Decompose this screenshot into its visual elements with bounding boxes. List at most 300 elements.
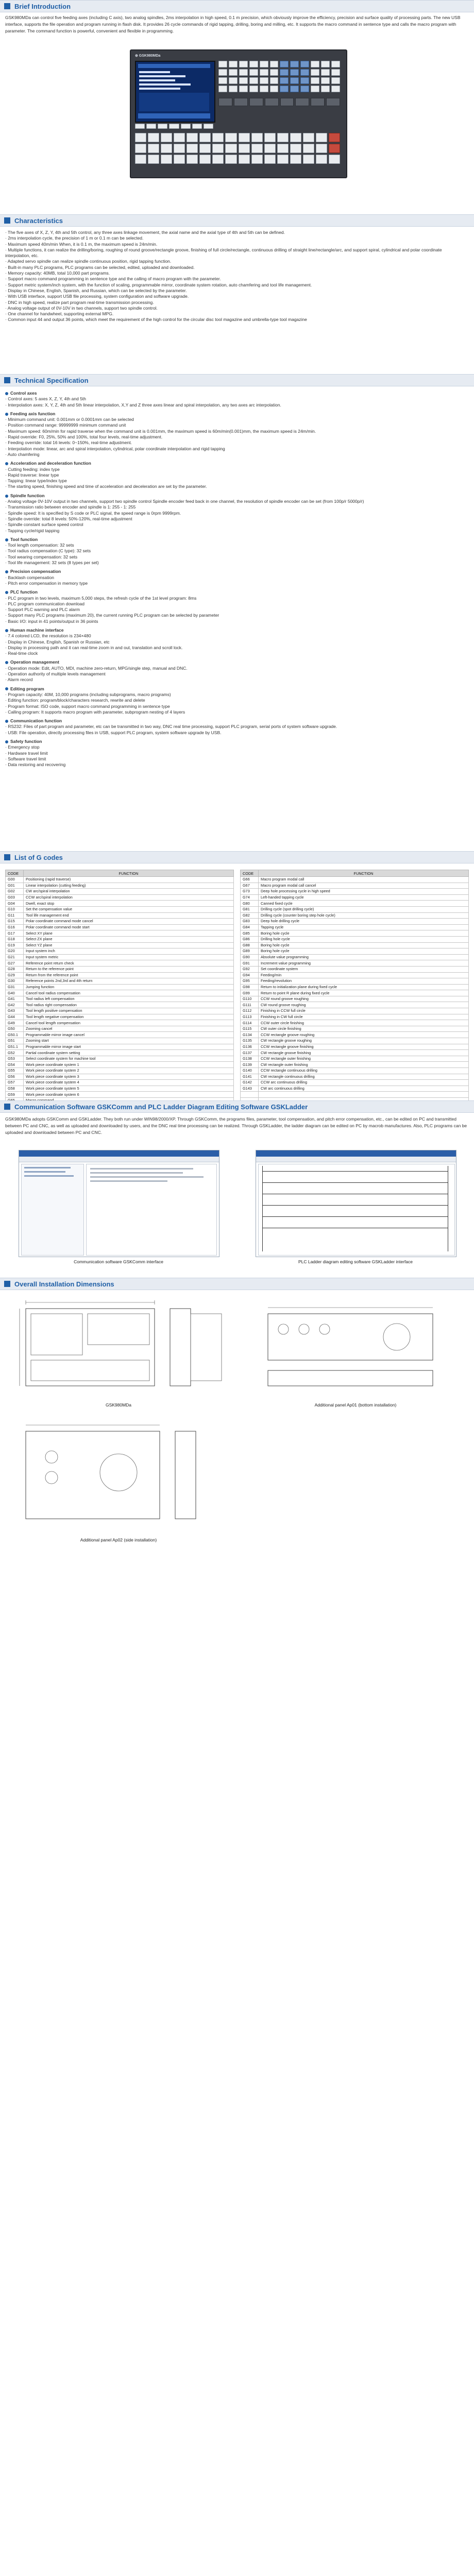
- gcode-code: G81: [241, 906, 259, 912]
- list-item: · Display in Chinese, English, Spanish or Russian, etc: [5, 639, 110, 645]
- gcode-row: [241, 1074, 469, 1080]
- gcode-code: G15: [6, 919, 24, 925]
- list-item: · Support PLC warning and PLC alarm: [5, 607, 80, 613]
- gcode-row: [241, 883, 469, 889]
- gcode-row: [6, 942, 234, 948]
- gcode-row: [241, 1092, 469, 1098]
- section-title: Characteristics: [14, 216, 63, 225]
- spec-group-title: Precision compensation: [5, 569, 468, 574]
- spec-group-title: Tool function: [5, 537, 468, 543]
- spec-group-title: Control axes: [5, 391, 468, 396]
- gcode-code: G50.1: [6, 1032, 24, 1038]
- softkey-row: [135, 124, 213, 129]
- gcode-code: G73: [241, 889, 259, 895]
- list-item: · Tool wearing compensation: 32 sets: [5, 554, 78, 560]
- bullet-icon: [5, 392, 8, 395]
- section-title: Overall Installation Dimensions: [14, 1280, 114, 1288]
- section-comm: [0, 1100, 474, 1113]
- gcode-row: [241, 1044, 469, 1050]
- gcode-function: Finishing in CCW full circle: [259, 1008, 469, 1014]
- bullet-icon: [5, 570, 8, 573]
- gcode-row: [6, 1086, 234, 1092]
- gcode-row: [241, 966, 469, 972]
- gcode-function: CW arc continuous drilling: [259, 1086, 469, 1092]
- gcode-function: Return to the reference point: [24, 966, 234, 972]
- gcode-code: G28: [6, 966, 24, 972]
- gcode-row: [241, 912, 469, 919]
- gcode-row: [6, 877, 234, 883]
- gcode-row: [6, 924, 234, 930]
- ap02-caption: Additional panel Ap02 (side installation): [80, 1537, 157, 1543]
- controller-logo: ⊕ GSK980MDa: [135, 54, 161, 58]
- gcode-row: [6, 984, 234, 990]
- gcode-row: [241, 996, 469, 1002]
- gcode-function: CW round groove roughing: [259, 1002, 469, 1008]
- gcode-function: Work piece coordinate system 4: [24, 1080, 234, 1086]
- gcode-row: [241, 1014, 469, 1020]
- gcode-row: [241, 1062, 469, 1068]
- gcode-code: G59: [6, 1092, 24, 1098]
- list-item: · Tool life management: 32 sets (8 types per set): [5, 560, 99, 566]
- list-item: · Basic I/O: input in 41 points/output in 36 points: [5, 618, 98, 624]
- gcode-function: Return to initialization plane during fixed cycle: [259, 984, 469, 990]
- gcode-function: Jumping function: [24, 984, 234, 990]
- section-title: Brief Introduction: [14, 2, 71, 10]
- gcode-code: G16: [6, 924, 24, 930]
- list-item: · One channel for handwheel, supporting external MPG.: [5, 311, 114, 317]
- gcode-function: Deep hole drilling cycle: [259, 919, 469, 925]
- function-header: FUNCTION: [24, 870, 234, 877]
- list-item: · Built-in many PLC programs, PLC programs can be selected, edited, uploaded and downloaded.: [5, 264, 195, 270]
- list-item: · Transmission ratio between encoder and spindle is 1: 255 - 1: 255: [5, 504, 136, 510]
- gcode-code: G88: [241, 942, 259, 948]
- gcode-function: Drilling cycle (spot drilling cycle): [259, 906, 469, 912]
- gcode-row: [241, 906, 469, 912]
- gcode-row: [6, 930, 234, 937]
- gcode-code: G53: [6, 1056, 24, 1062]
- spec-group-title: Human machine interface: [5, 628, 468, 633]
- gcode-row: [241, 1050, 469, 1056]
- code-header: CODE: [241, 870, 259, 877]
- bullet-icon: [5, 740, 8, 743]
- list-item: · Operation mode: Edit, AUTO, MDI, machine zero-return, MPG/single step, manual and DNC.: [5, 665, 188, 671]
- section-square-icon: [4, 1281, 10, 1287]
- gcode-code: G51.1: [6, 1044, 24, 1050]
- gcode-row: [6, 1026, 234, 1032]
- gcode-row: [6, 919, 234, 925]
- bullet-icon: [5, 687, 8, 690]
- gcode-row: [6, 1050, 234, 1056]
- gcode-code: G52: [6, 1050, 24, 1056]
- list-item: · Emergency stop: [5, 744, 40, 750]
- gcode-function: Boring hole cycle: [259, 948, 469, 955]
- gcode-function: Left-handed tapping cycle: [259, 894, 469, 901]
- gcode-code: G83: [241, 919, 259, 925]
- gcode-row: [6, 954, 234, 960]
- gcode-function: Increment value programming: [259, 960, 469, 967]
- list-item: · Analog voltage 0V-10V output in two channels, support two spindle control Spindle encoder feed back in one channel, the resolution of spindle encoder can be set (from 100p/r 5000p/r): [5, 499, 364, 504]
- gcode-row: [241, 894, 469, 901]
- gcode-row: [6, 1080, 234, 1086]
- gcode-code: G43: [6, 1008, 24, 1014]
- section-brief: [0, 0, 474, 12]
- gcode-row: [6, 966, 234, 972]
- list-item: · 7.4 colored LCD, the resolution is 234×480: [5, 633, 91, 639]
- gcode-function: CCW round groove roughing: [259, 996, 469, 1002]
- gcode-code: G92: [241, 966, 259, 972]
- list-item: · Tool radius compensation (C type): 32 sets: [5, 548, 91, 554]
- gcode-code: G44: [6, 1014, 24, 1020]
- list-item: · Editing function: program/block/characters research, rewrite and delete: [5, 698, 145, 703]
- list-item: · Hardware travel limit: [5, 750, 48, 756]
- gcode-function: CW arc/spiral interpolation: [24, 889, 234, 895]
- gcode-function: Tool length negative compensation: [24, 1014, 234, 1020]
- gcode-code: G114: [241, 1020, 259, 1026]
- list-item: · Rapid traverse: linear type: [5, 472, 59, 478]
- gskcomm-caption: Communication software GSKComm interface: [74, 1259, 163, 1264]
- gcode-row: [241, 948, 469, 955]
- gcode-code: G42: [6, 1002, 24, 1008]
- list-item: · Interpolation mode: linear, arc and spiral interpolation, cylindrical, polar coordinate interpolation and rigid tapping: [5, 446, 225, 451]
- gcode-function: Tool life management end: [24, 912, 234, 919]
- gcode-function: Drilling hole cycle: [259, 936, 469, 942]
- gcode-function: Zooming cancel: [24, 1026, 234, 1032]
- list-item: · Display in Chinese, English, Spanish, and Russian, which can be selected by the parameter.: [5, 287, 187, 293]
- gcode-row: [241, 919, 469, 925]
- list-item: · PLC program communication download: [5, 601, 85, 606]
- gcode-row: [241, 954, 469, 960]
- gskcomm-screenshot: [19, 1150, 219, 1257]
- gcode-row: [241, 1086, 469, 1092]
- gcode-row: [6, 978, 234, 985]
- gcode-code: G20: [6, 948, 24, 955]
- list-item: · Operation authority of multiple levels management: [5, 671, 106, 677]
- gcode-row: [241, 972, 469, 978]
- gcode-row: [6, 996, 234, 1002]
- gcode-row: [241, 978, 469, 985]
- list-item: · Tapping cycle/rigid tapping: [5, 528, 60, 533]
- gcode-code: G19: [6, 942, 24, 948]
- list-item: · 2ms interpolation cycle, the precision of 1 m or 0.1 m can be selected.: [5, 235, 144, 241]
- gcode-function: Set coordinate system: [259, 966, 469, 972]
- list-item: · Data restoring and recovering: [5, 762, 66, 768]
- gcode-function: Work piece coordinate system 2: [24, 1068, 234, 1074]
- gcode-code: G82: [241, 912, 259, 919]
- gcode-function: Input system metric: [24, 954, 234, 960]
- gcode-row: [6, 1014, 234, 1020]
- gcode-function: Deep hole processing cycle in high speed: [259, 889, 469, 895]
- spec-group-title: Safety function: [5, 739, 468, 744]
- function-header: FUNCTION: [259, 870, 469, 877]
- gcode-function: CCW outer circle finishing: [259, 1020, 469, 1026]
- gcode-function: Tool radius right compensation: [24, 1002, 234, 1008]
- gcode-function: Tool length positive compensation: [24, 1008, 234, 1014]
- gcode-code: G112: [241, 1008, 259, 1014]
- gcode-function: Work piece coordinate system 3: [24, 1074, 234, 1080]
- gcode-code: G58: [6, 1086, 24, 1092]
- gcode-code: G137: [241, 1050, 259, 1056]
- gcode-code: G17: [6, 930, 24, 937]
- gcode-function: CW rectangle outer finishing: [259, 1062, 469, 1068]
- gcode-row: [241, 984, 469, 990]
- list-item: · Backlash compensation: [5, 574, 54, 580]
- gcode-row: [6, 883, 234, 889]
- gcode-code: G143: [241, 1086, 259, 1092]
- list-item: · Support metric system/inch system, with the function of scaling, programmable mirror, coordinate system rotation, auto chamfering and tool life management.: [5, 282, 312, 287]
- gcode-code: G00: [6, 877, 24, 883]
- gcode-code: G99: [241, 990, 259, 996]
- gsk980mda-caption: GSK980MDa: [105, 1402, 132, 1408]
- gcode-row: [6, 1002, 234, 1008]
- spec-group-title: Operation management: [5, 659, 468, 665]
- operator-panel: [135, 133, 340, 164]
- bullet-icon: [5, 413, 8, 416]
- list-item: · Support macro command programming in sentence type and the calling of macro program with the parameter.: [5, 276, 221, 282]
- section-square-icon: [4, 377, 10, 383]
- gcode-code: G111: [241, 1002, 259, 1008]
- gcode-row: [6, 1092, 234, 1098]
- gcode-function: Cancel tool radius compensation: [24, 990, 234, 996]
- gcode-function: CW outer circle finishing: [259, 1026, 469, 1032]
- section-square-icon: [4, 217, 10, 224]
- gcode-function: Polar coordinate command mode cancel: [24, 919, 234, 925]
- gcode-code: G136: [241, 1044, 259, 1050]
- list-item: · Tapping: linear type/index type: [5, 478, 67, 484]
- tech-spec-list: [5, 387, 468, 768]
- comm-text: GSK980MDa adopts GSKComm and GSKLadder. They both run under WIN98/2000/XP. Through GSKComm, the programs files, parameter, tool compensation, and pitch error compensation, etc., can be edited on PC and transmitted between PC and CNC, as well as uploaded and downloaded by users, and the DNC real time processing can be realized. Through GSKLadder, the ladder diagram can be edited on PC by macrob manufactures. Also, PLC programs can be uploaded and downloaded between PC and CNC.: [5, 1116, 467, 1135]
- gcode-row: [241, 936, 469, 942]
- gcode-function: CCW arc continuous drilling: [259, 1080, 469, 1086]
- gcode-row: [6, 912, 234, 919]
- spec-group-title: Acceleration and deceleration function: [5, 461, 468, 466]
- gcode-code: G30: [6, 978, 24, 985]
- list-item: · With USB interface, support USB file processing, system configuration and software upgrade.: [5, 294, 189, 299]
- address-keypad: [218, 61, 340, 92]
- list-item: · Pitch error compensation in memory type: [5, 580, 88, 586]
- gcode-code: G80: [241, 901, 259, 907]
- gcode-code: G11: [6, 912, 24, 919]
- gcode-function: Partial coordinate system setting: [24, 1050, 234, 1056]
- gcode-function: Reference point return check: [24, 960, 234, 967]
- gcode-function: Return from the reference point: [24, 972, 234, 978]
- list-item: · Tool length compensation: 32 sets: [5, 543, 74, 548]
- gcode-code: G115: [241, 1026, 259, 1032]
- gcode-row: [6, 906, 234, 912]
- gcode-row: [241, 1002, 469, 1008]
- gcode-function: CCW rectangle outer finishing: [259, 1056, 469, 1062]
- gcode-code: G142: [241, 1080, 259, 1086]
- code-header: CODE: [6, 870, 24, 877]
- gcode-table-right: [240, 870, 469, 1104]
- gcode-code: G135: [241, 1038, 259, 1044]
- gcode-function: Drilling cycle (counter boring step hole cycle): [259, 912, 469, 919]
- gcode-function: CCW rectangle groove finishing: [259, 1044, 469, 1050]
- gcode-row: [241, 1038, 469, 1044]
- gcode-row: [241, 1020, 469, 1026]
- list-item: · The starting speed, finishing speed and time of acceleration and deceleration are set by the parameter.: [5, 484, 207, 489]
- gcode-function: Work piece coordinate system 5: [24, 1086, 234, 1092]
- section-install: [0, 1278, 474, 1290]
- gcode-row: [6, 990, 234, 996]
- gcode-function: Positioning (rapid traverse): [24, 877, 234, 883]
- gcode-function: Feeding/min: [259, 972, 469, 978]
- gcode-function: Set the compensation value: [24, 906, 234, 912]
- gcode-function: Absolute value programming: [259, 954, 469, 960]
- list-item: · Interpolation axes: X, Y, Z, 4th and 5th linear interpolation, X,Y and Z three axes linear and spiral interpolation, any two axes arc interpolation.: [5, 402, 281, 408]
- gcode-function: Tapping cycle: [259, 924, 469, 930]
- gcode-code: G74: [241, 894, 259, 901]
- list-item: · Spindle speed: It is specified by S code or PLC signal, the speed range is 0rpm 9999rpm.: [5, 510, 181, 516]
- spec-group-title: Communication function: [5, 718, 468, 724]
- controller-screen: [135, 61, 215, 123]
- gcode-function: Input system inch: [24, 948, 234, 955]
- gcode-code: G40: [6, 990, 24, 996]
- gcode-function: CCW rectangle groove roughing: [259, 1032, 469, 1038]
- list-item: · Auto chamfering: [5, 451, 40, 457]
- list-item: · Multiple functions, it can realize the drilling/boring, roughing of round groove/rectangle groove, finishing of full circle/rectangle, continuous drilling of straight line/rectangle/arc, and support spiral, cylindrical and polar coordinate interpolation, etc.: [5, 247, 442, 259]
- bullet-icon: [5, 495, 8, 498]
- gcode-row: [6, 948, 234, 955]
- section-tech-spec: [0, 374, 474, 386]
- gcode-row: [6, 1044, 234, 1050]
- gcode-function: CCW arc/spiral interpolation: [24, 894, 234, 901]
- gcode-code: G02: [6, 889, 24, 895]
- gcode-row: [241, 1068, 469, 1074]
- gcode-function: Canned fixed cycle: [259, 901, 469, 907]
- gcode-function: Work piece coordinate system 1: [24, 1062, 234, 1068]
- spec-group-title: Spindle function: [5, 493, 468, 499]
- section-title: List of G codes: [14, 853, 63, 861]
- gcode-code: G138: [241, 1056, 259, 1062]
- gcode-code: G41: [6, 996, 24, 1002]
- gcode-function: Select YZ plane: [24, 942, 234, 948]
- ap02-drawing: [5, 1416, 232, 1534]
- gcode-code: G134: [241, 1032, 259, 1038]
- gskladder-caption: PLC Ladder diagram editing software GSKLadder interface: [298, 1259, 413, 1264]
- list-item: · The five axes of X, Z, Y, 4th and 5th control, any three axes linkage movement, the axial name and the axial type of 4th and 5th can be defined.: [5, 230, 285, 235]
- list-item: · Common input 44 and output 36 points, which meet the requirement of the high control for the circular disc tool magazine and umbrella-type tool magazine: [5, 317, 307, 323]
- gcode-row: [6, 1062, 234, 1068]
- bullet-icon: [5, 462, 8, 465]
- gcode-function: [259, 1092, 469, 1098]
- gcode-function: CW rectangle groove finishing: [259, 1050, 469, 1056]
- gcode-function: Select ZX plane: [24, 936, 234, 942]
- gcode-function: Finishing in CW full circle: [259, 1014, 469, 1020]
- gcode-row: [241, 1026, 469, 1032]
- gcode-code: G141: [241, 1074, 259, 1080]
- gcode-code: G90: [241, 954, 259, 960]
- brief-text: GSK980MDa can control five feeding axes (including C axis), two analog spindles, 2ms interpolation in high speed, 0.1 m precision, which obviously improve the efficiency, precision and surface quality of processing parts. The new USB interface, supports the file operation and program running in flash disk. It provides 26 cycle commands of rigid tapping, drilling, boring and milling, etc. It supports the macro command in sentence type and calls the macro program with parameter. The command function is powerful, convenient and flexible in programming.: [5, 15, 461, 33]
- gcode-function: Select XY plane: [24, 930, 234, 937]
- gcode-code: G66: [241, 877, 259, 883]
- gcode-code: G01: [6, 883, 24, 889]
- spec-group-title: Feeding axis function: [5, 411, 468, 417]
- gcode-function: Zooming start: [24, 1038, 234, 1044]
- list-item: · Support many PLC programs (maximum 20), the current running PLC program can be selected by parameter: [5, 613, 219, 618]
- gcode-row: [6, 1008, 234, 1014]
- gcode-row: [241, 930, 469, 937]
- gcode-row: [6, 889, 234, 895]
- gcode-row: [6, 972, 234, 978]
- gcode-function: Macro program modal call: [259, 877, 469, 883]
- section-square-icon: [4, 3, 10, 9]
- bullet-icon: [5, 629, 8, 632]
- gcode-row: [241, 942, 469, 948]
- gcode-code: G31: [6, 984, 24, 990]
- bullet-icon: [5, 538, 8, 541]
- gcode-code: G50: [6, 1026, 24, 1032]
- gcode-code: G54: [6, 1062, 24, 1068]
- gcode-function: Programmable mirror image start: [24, 1044, 234, 1050]
- gcode-function: Boring hole cycle: [259, 930, 469, 937]
- list-item: · Feeding override: total 16 levels: 0~150%, real-time adjustment.: [5, 440, 132, 446]
- list-item: · Adapted servo spindle can realize spindle continuous position, rigid tapping function.: [5, 259, 172, 264]
- gcode-table-left: [5, 870, 234, 1104]
- list-item: · Calling program: It supports macro program with parameter, subprogram nesting of 4 layers: [5, 709, 185, 715]
- gcode-function: CCW rectangle continuous drilling: [259, 1068, 469, 1074]
- gcode-code: G27: [6, 960, 24, 967]
- gcode-code: G110: [241, 996, 259, 1002]
- list-item: · Analog voltage output of 0V-10V in two channels, support two spindle control.: [5, 305, 158, 311]
- gcode-code: G21: [6, 954, 24, 960]
- bullet-icon: [5, 661, 8, 664]
- section-square-icon: [4, 854, 10, 860]
- gcode-code: G98: [241, 984, 259, 990]
- gcode-code: G18: [6, 936, 24, 942]
- gcode-code: G29: [6, 972, 24, 978]
- ap01-drawing: [242, 1293, 469, 1401]
- list-item: · Maximum speed 40m/min When, it is 0.1 m, the maximum speed is 24m/min.: [5, 241, 158, 247]
- gcode-row: [241, 901, 469, 907]
- gcode-function: Reference points 2nd,3rd and 4th return: [24, 978, 234, 985]
- gcode-row: [241, 990, 469, 996]
- list-item: · Alarm record: [5, 677, 33, 683]
- gcode-row: [241, 1032, 469, 1038]
- gcode-function: Boring hole cycle: [259, 942, 469, 948]
- gcode-row: [6, 1038, 234, 1044]
- gcode-code: G57: [6, 1080, 24, 1086]
- gcode-row: [241, 960, 469, 967]
- gcode-code: G95: [241, 978, 259, 985]
- gcode-function: Cancel tool length compensation: [24, 1020, 234, 1026]
- section-gcodes: [0, 851, 474, 863]
- section-title: Communication Software GSKComm and PLC Ladder Diagram Editing Software GSKLadder: [14, 1103, 308, 1111]
- gcode-code: G86: [241, 936, 259, 942]
- characteristics-list: [5, 230, 468, 323]
- gcode-function: Tool radius left compensation: [24, 996, 234, 1002]
- gcode-row: [6, 901, 234, 907]
- gcode-row: [6, 960, 234, 967]
- gcode-row: [6, 894, 234, 901]
- gcode-code: G55: [6, 1068, 24, 1074]
- gcode-code: G10: [6, 906, 24, 912]
- gcode-code: G04: [6, 901, 24, 907]
- gcode-row: [241, 1008, 469, 1014]
- list-item: · Cutting feeding: index type: [5, 466, 60, 472]
- list-item: · Rapid override: F0, 25%, 50% and 100%, total four levels, real-time adjustment.: [5, 434, 163, 440]
- list-item: · Memory capacity: 40MB, total 10,000 part programs.: [5, 270, 110, 276]
- gcode-function: Linear interpolation (cutting feeding): [24, 883, 234, 889]
- gcode-row: [6, 936, 234, 942]
- section-title: Technical Specification: [14, 376, 89, 384]
- gcode-code: G85: [241, 930, 259, 937]
- list-item: · RS232: Files of part program and parameter, etc can be transmitted in two way, DNC real time processing, support PLC program, serial ports of system software upgrade.: [5, 724, 337, 730]
- bullet-icon: [5, 720, 8, 723]
- list-item: · Minimum command unit: 0.001mm or 0.0001mm can be selected: [5, 417, 134, 422]
- gcode-code: G49: [6, 1020, 24, 1026]
- bullet-icon: [5, 591, 8, 594]
- gcode-row: [6, 1032, 234, 1038]
